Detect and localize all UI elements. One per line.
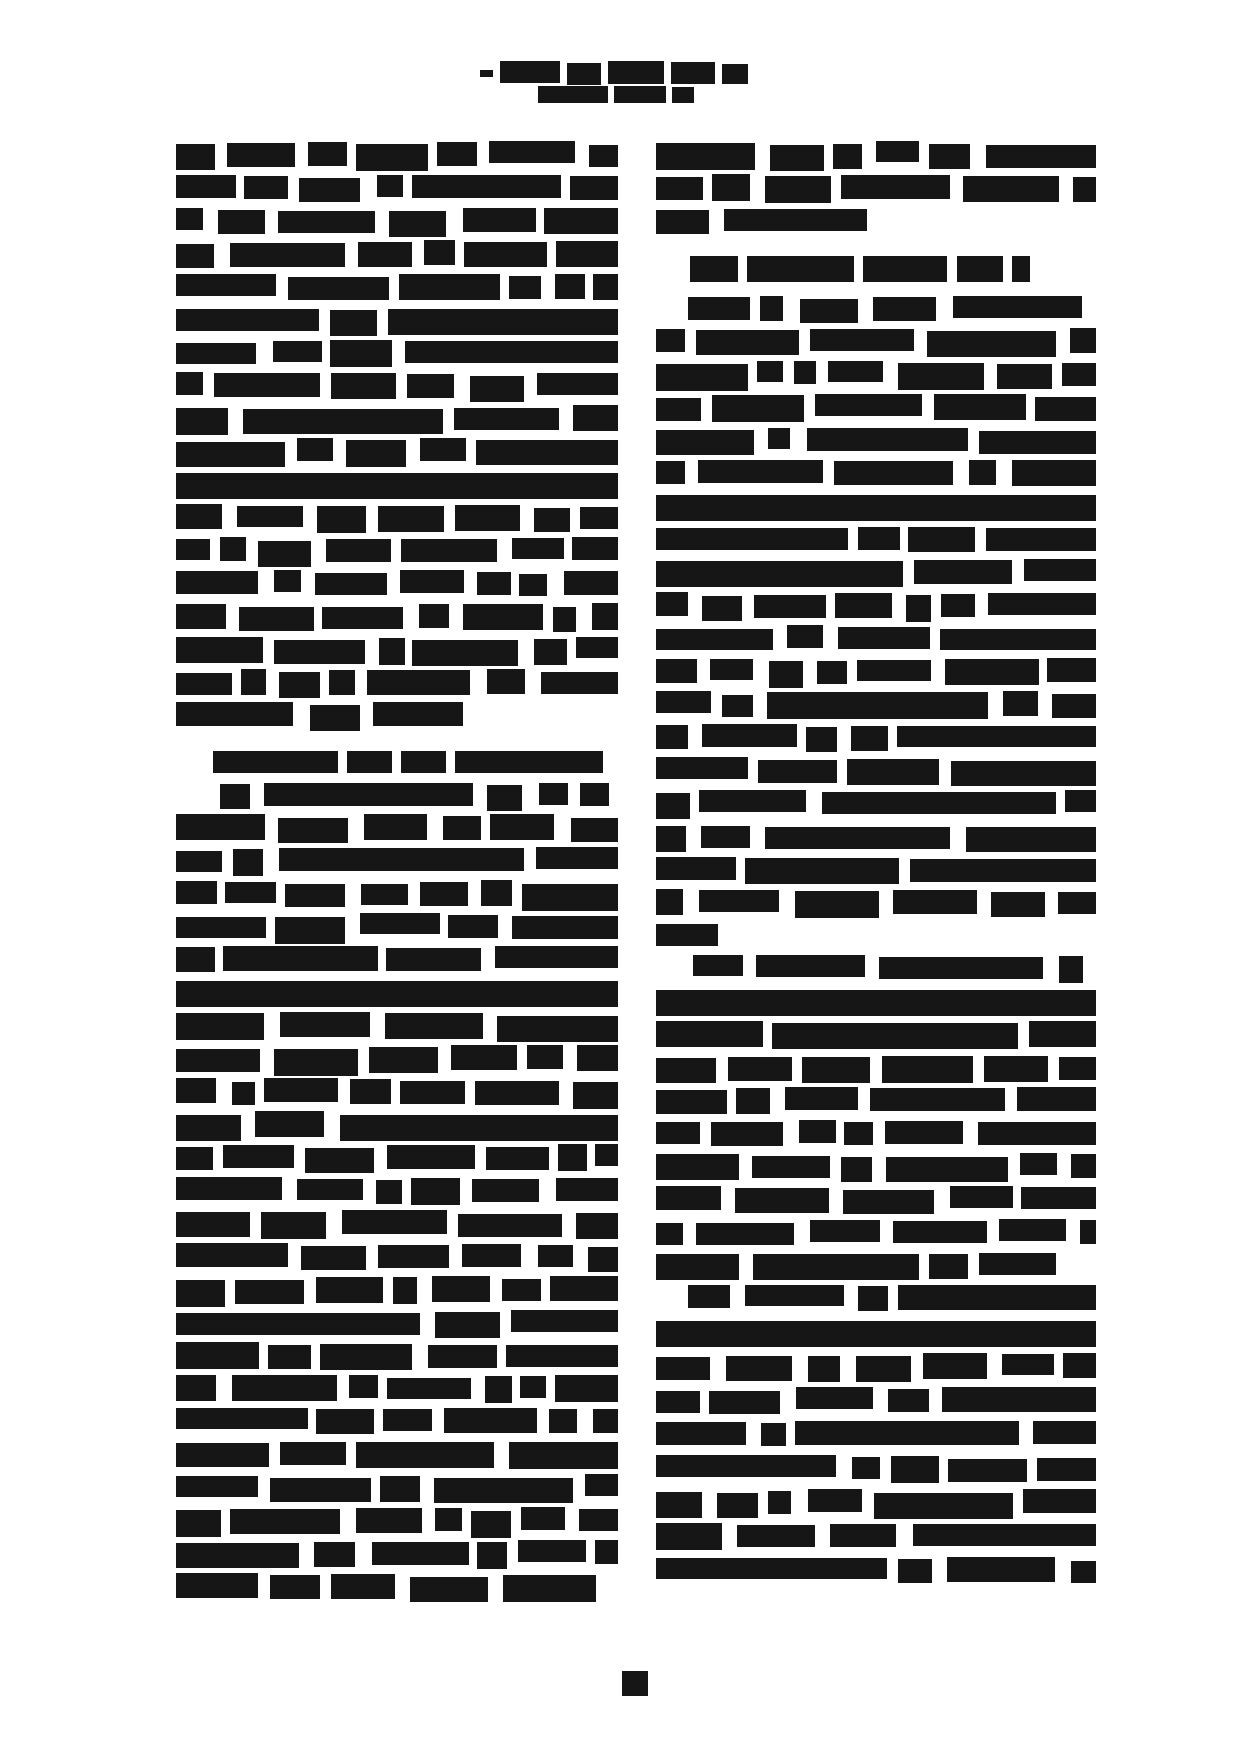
redacted-page-number (622, 1671, 648, 1696)
